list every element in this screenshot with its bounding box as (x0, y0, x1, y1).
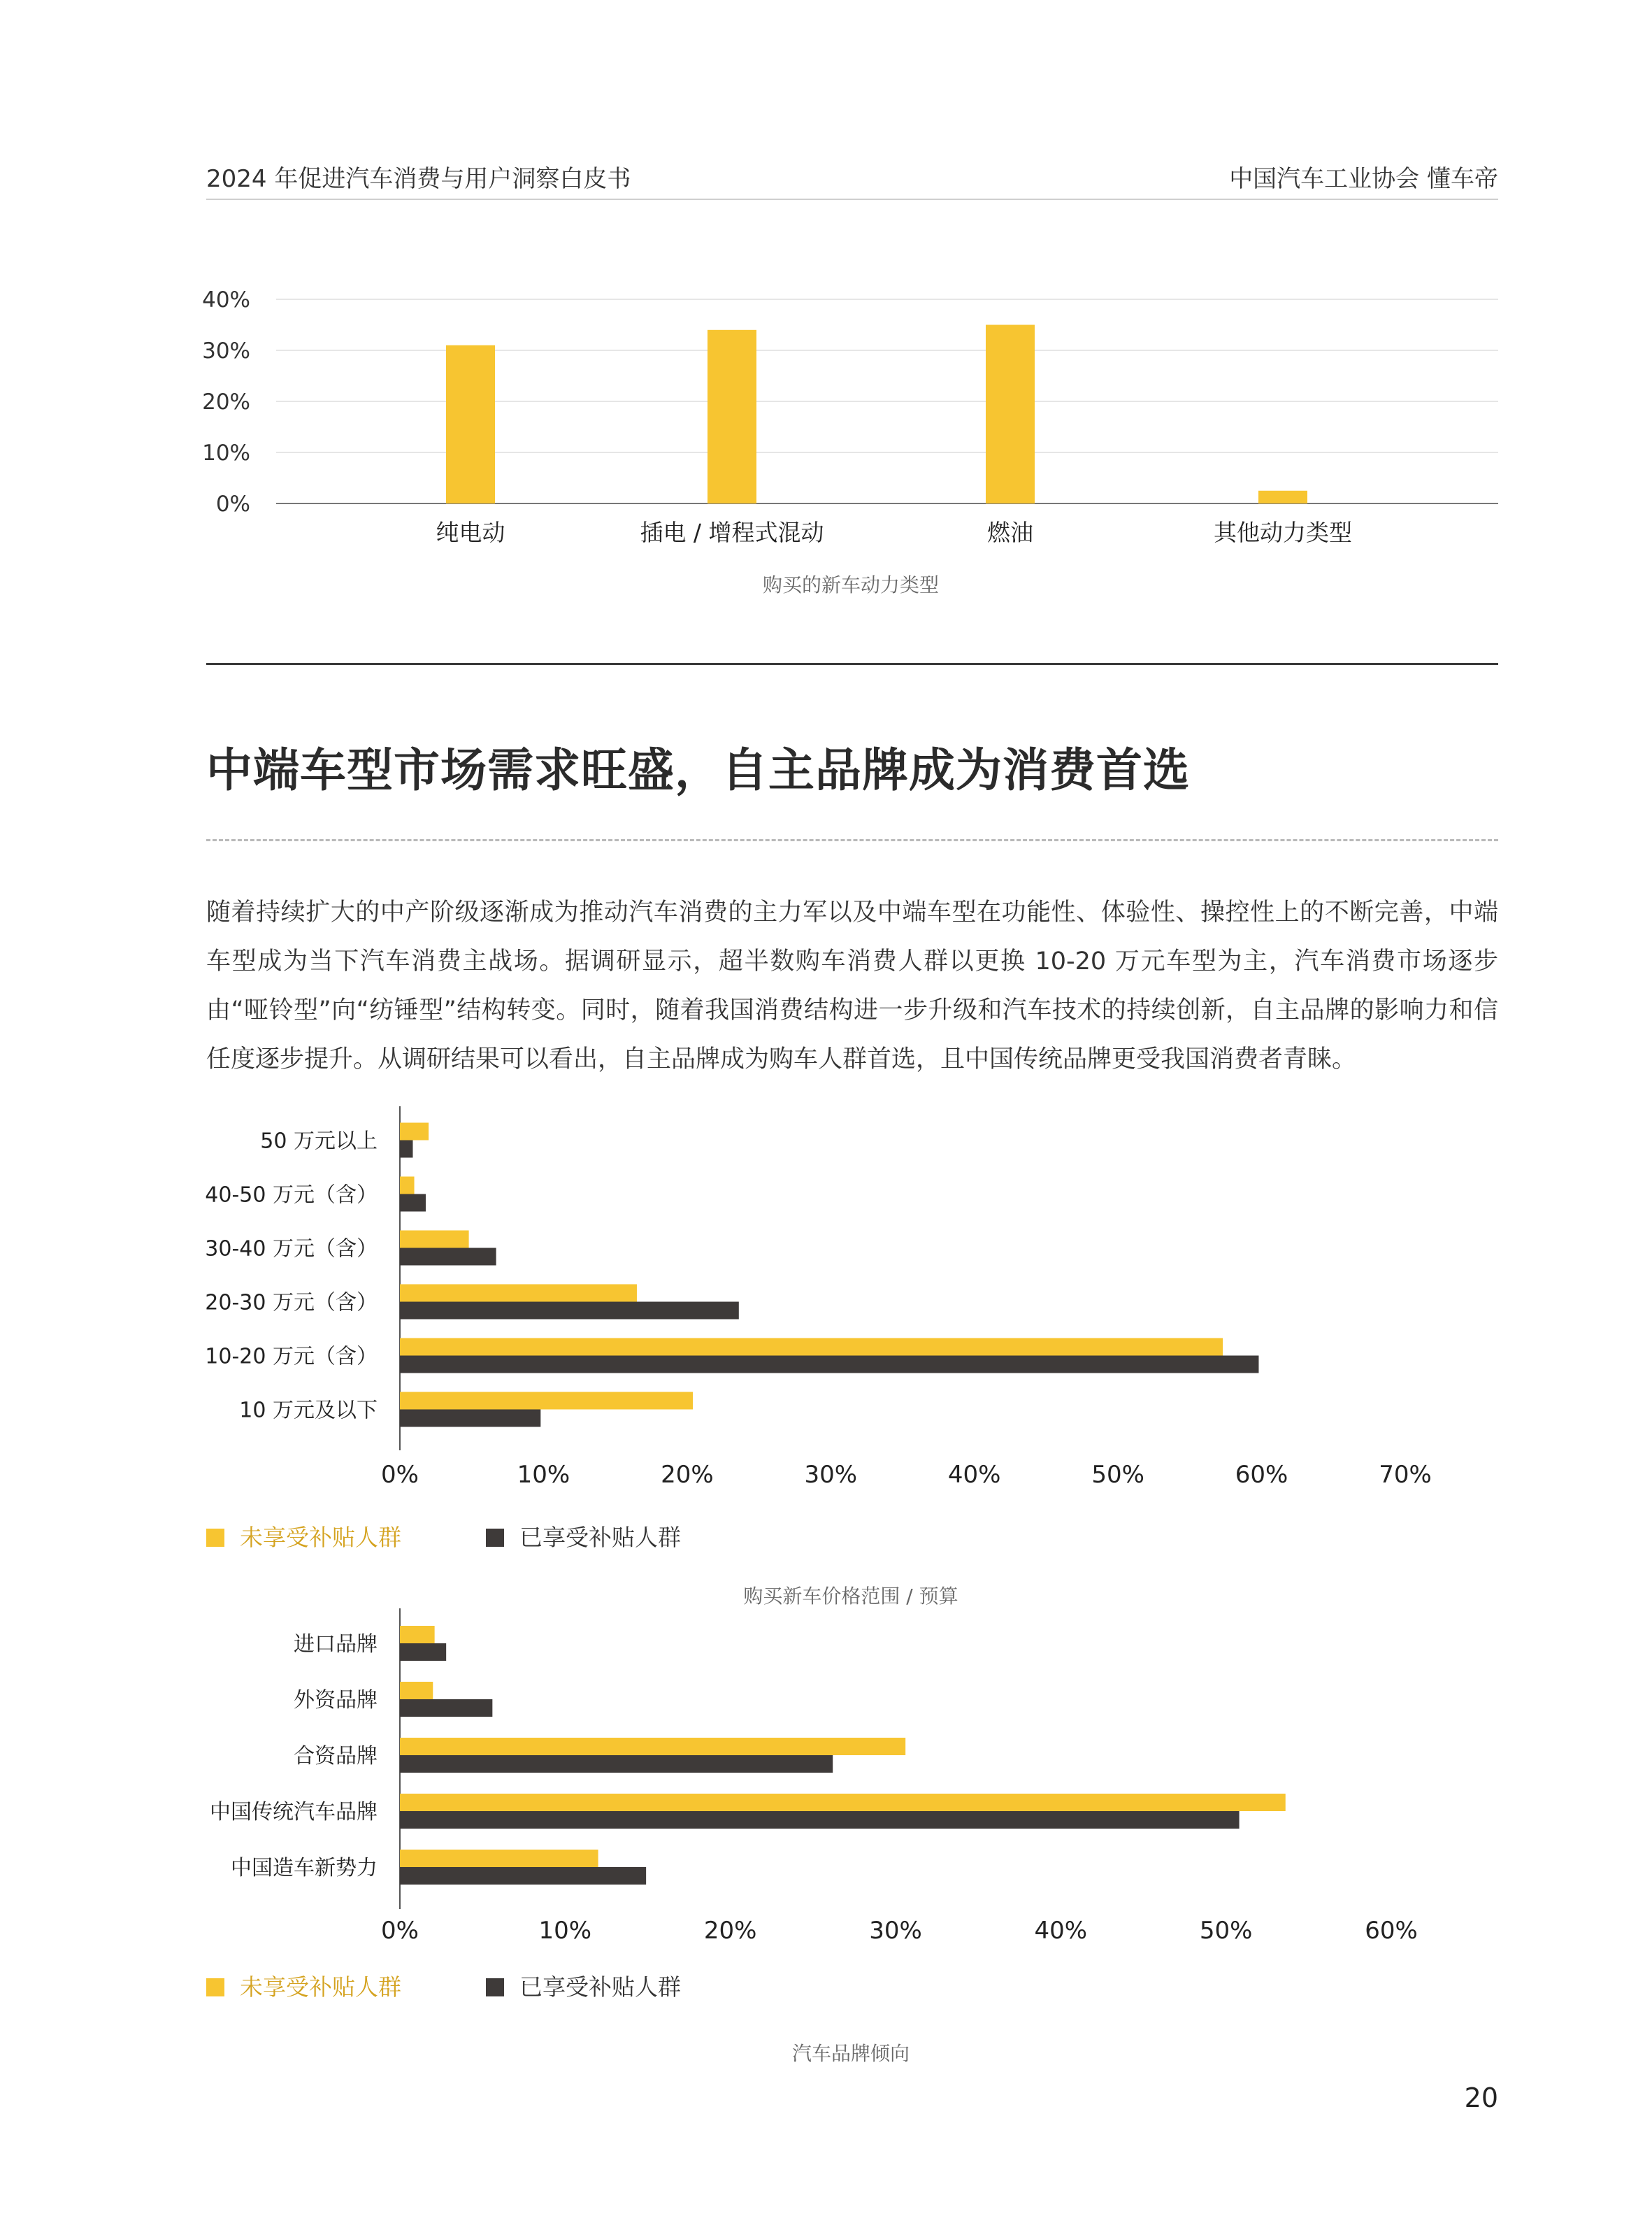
bar-unsubsidized (400, 1392, 693, 1410)
x-tick-label: 纯电动 (436, 519, 505, 546)
x-tick-label: 40% (947, 1461, 1001, 1489)
y-tick-label: 0% (215, 492, 250, 517)
brand-preference-bar-chart (0, 1587, 1652, 2063)
category-label: 50 万元以上 (260, 1129, 378, 1154)
bar (446, 345, 495, 503)
category-label: 40-50 万元（含） (205, 1182, 378, 1208)
bar-subsidized (400, 1248, 496, 1266)
x-tick-label: 10% (517, 1461, 570, 1489)
bar (986, 325, 1035, 504)
bar-subsidized (400, 1699, 492, 1717)
x-tick-label: 50% (1199, 1917, 1253, 1945)
x-tick-label: 50% (1091, 1461, 1144, 1489)
category-label: 进口品牌 (294, 1632, 378, 1657)
x-tick-label: 20% (661, 1461, 714, 1489)
x-tick-label: 10% (538, 1917, 592, 1945)
x-tick-label: 30% (869, 1917, 922, 1945)
x-tick-label: 30% (804, 1461, 858, 1489)
bar-subsidized (400, 1141, 412, 1158)
powertrain-bar-chart (0, 266, 1652, 629)
x-tick-label: 60% (1365, 1917, 1418, 1945)
x-tick-label: 其他动力类型 (1214, 519, 1352, 546)
legend-swatch (206, 1529, 224, 1547)
x-tick-label: 插电 / 增程式混动 (640, 519, 824, 546)
bar-subsidized (400, 1867, 646, 1885)
category-label: 中国造车新势力 (231, 1856, 378, 1880)
section-paragraph: 随着持续扩大的中产阶级逐渐成为推动汽车消费的主力军以及中端车型在功能性、体验性、操控性上的不断完善，中端车型成为当下汽车消费主战场。据调研显示，超半数购车消费人群以更换 10-20 万元车型为主，汽车消费市场逐步由“哑铃型”向“纺锤型”结构转变。同时，随着我国消费结构进一步升级和汽车技术的持续创新，自主品牌的影响力和信任度逐步提升。从调研结果可以看出，自主品牌成为购车人群首选，且中国传统品牌更受我国消费者青睐。 (206, 899, 1498, 1073)
header-title: 2024 年促进汽车消费与用户洞察白皮书 (206, 165, 631, 193)
chart-caption: 购买新车价格范围 / 预算 (743, 1585, 958, 1608)
page-number: 20 (1464, 2082, 1498, 2113)
bar-unsubsidized (400, 1123, 429, 1141)
legend-label: 未享受补贴人群 (240, 1524, 401, 1551)
bar-unsubsidized (400, 1231, 469, 1248)
x-tick-label: 40% (1034, 1917, 1088, 1945)
chart-caption: 汽车品牌倾向 (791, 2042, 910, 2063)
legend-swatch (486, 1978, 504, 1996)
x-tick-label: 0% (381, 1917, 419, 1945)
title-dashed-divider (206, 839, 1498, 841)
bar-subsidized (400, 1194, 426, 1212)
bar-subsidized (400, 1302, 739, 1320)
legend-label: 已享受补贴人群 (519, 1973, 681, 2001)
bar (708, 330, 756, 503)
x-tick-label: 70% (1379, 1461, 1432, 1489)
y-tick-label: 40% (202, 287, 250, 313)
bar (1258, 491, 1307, 503)
bar-subsidized (400, 1643, 446, 1661)
category-label: 30-40 万元（含） (205, 1236, 378, 1261)
section-title: 中端车型市场需求旺盛，自主品牌成为消费首选 (206, 743, 1190, 797)
bar-unsubsidized (400, 1626, 435, 1643)
category-label: 10-20 万元（含） (205, 1344, 378, 1369)
y-tick-label: 10% (202, 441, 250, 466)
category-label: 10 万元及以下 (239, 1398, 378, 1423)
x-tick-label: 20% (703, 1917, 757, 1945)
bar-unsubsidized (400, 1682, 433, 1699)
bar-unsubsidized (400, 1285, 637, 1302)
bar-unsubsidized (400, 1338, 1223, 1356)
legend-label: 已享受补贴人群 (519, 1524, 681, 1551)
category-label: 外资品牌 (294, 1688, 378, 1713)
bar-subsidized (400, 1755, 833, 1773)
header-divider (206, 199, 1498, 200)
section-divider (206, 663, 1498, 665)
category-label: 20-30 万元（含） (205, 1290, 378, 1315)
bar-unsubsidized (400, 1177, 415, 1194)
bar-subsidized (400, 1811, 1240, 1829)
y-tick-label: 30% (202, 338, 250, 364)
category-label: 中国传统汽车品牌 (210, 1800, 378, 1824)
y-tick-label: 20% (202, 389, 250, 415)
x-tick-label: 0% (381, 1461, 419, 1489)
bar-unsubsidized (400, 1738, 905, 1755)
x-tick-label: 燃油 (987, 519, 1033, 546)
header-publisher: 中国汽车工业协会 懂车帝 (1229, 165, 1498, 193)
legend-swatch (486, 1529, 504, 1547)
legend-swatch (206, 1978, 224, 1996)
bar-unsubsidized (400, 1850, 598, 1867)
bar-unsubsidized (400, 1794, 1286, 1811)
x-tick-label: 60% (1235, 1461, 1288, 1489)
price-range-bar-chart (0, 1091, 1652, 1608)
category-label: 合资品牌 (294, 1744, 378, 1768)
chart-caption: 购买的新车动力类型 (762, 573, 940, 596)
bar-subsidized (400, 1410, 540, 1427)
legend-label: 未享受补贴人群 (240, 1973, 401, 2001)
bar-subsidized (400, 1356, 1258, 1373)
